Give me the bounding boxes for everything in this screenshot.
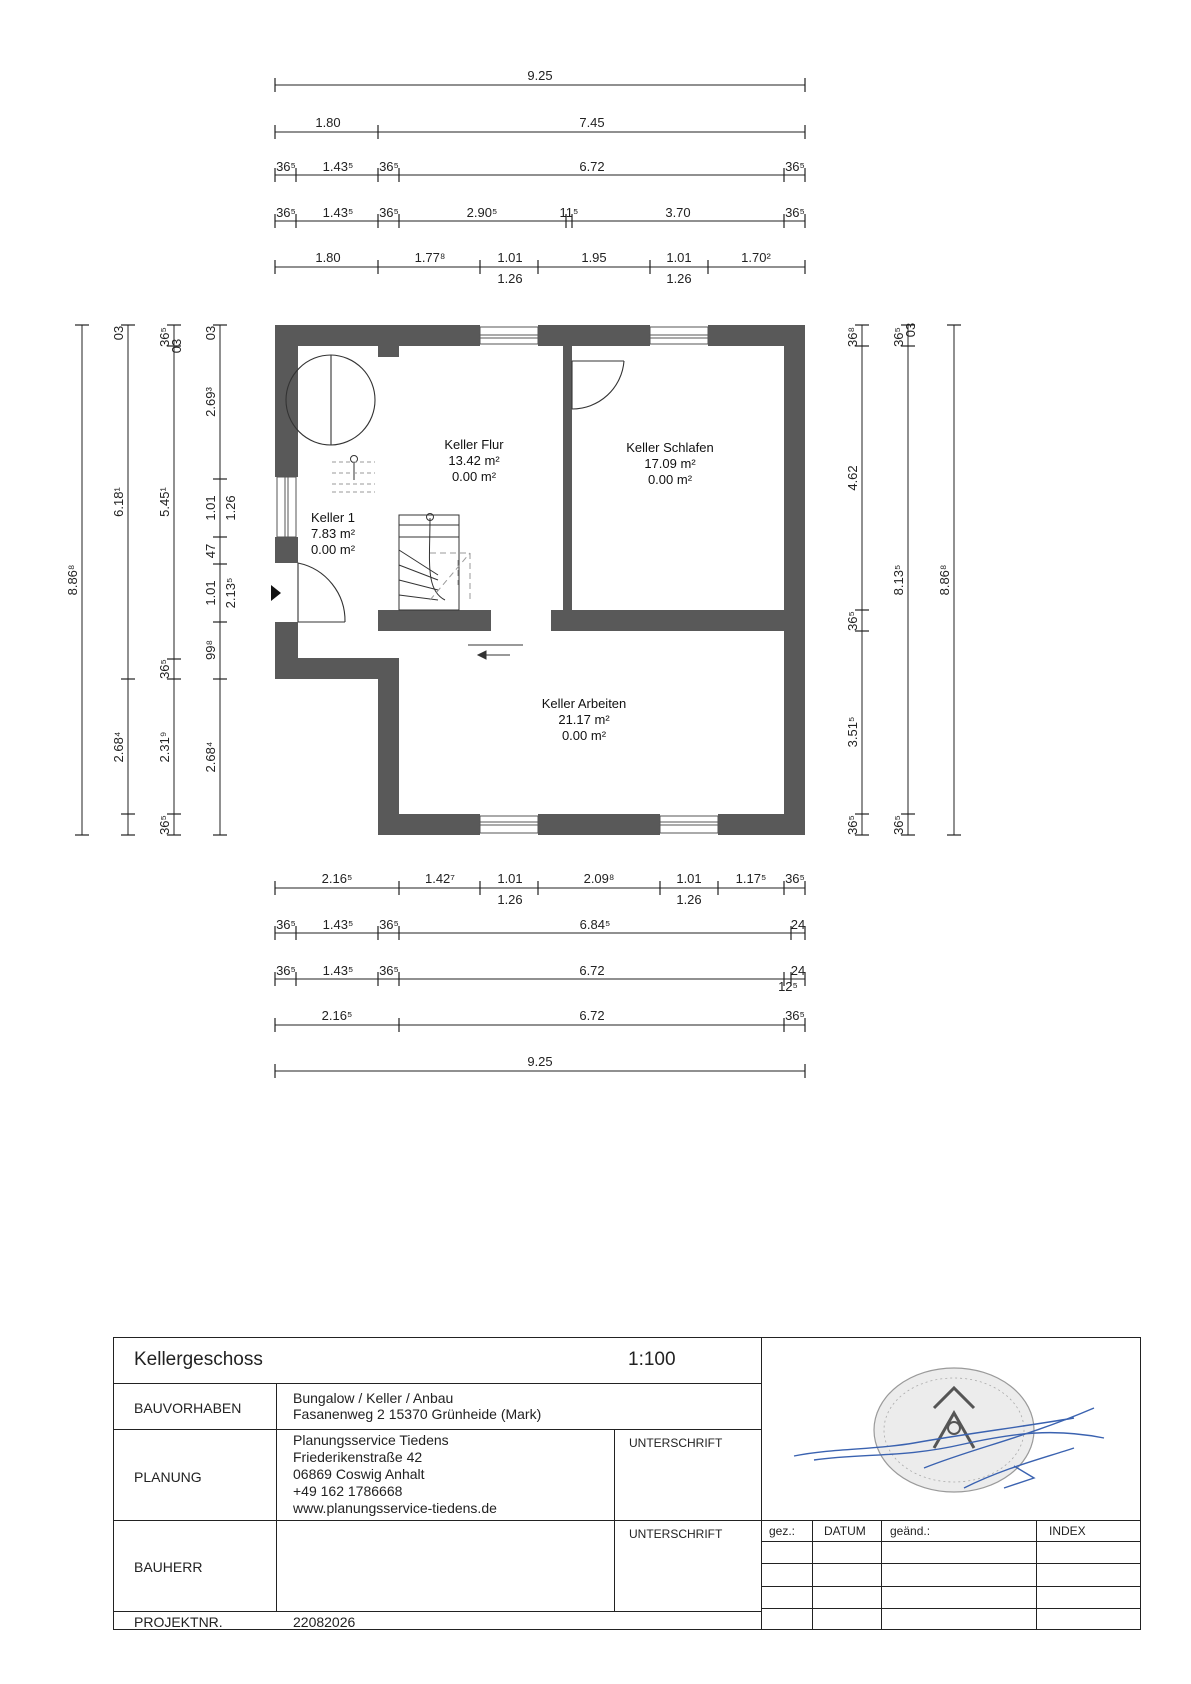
dim-label: 4.62	[845, 465, 860, 491]
dim-label: 1.42⁷	[424, 871, 456, 886]
dim-label: 8.86⁸	[937, 564, 952, 596]
dim-label: 36⁵	[379, 963, 399, 978]
dim-label: 36⁵	[891, 815, 906, 835]
dim-label: 2.90⁵	[466, 205, 498, 220]
room-extra-area: 0.00 m²	[647, 472, 693, 487]
dim-label: 03	[169, 338, 184, 354]
dim-label: 36⁵	[785, 1008, 805, 1023]
interior-walls	[378, 346, 784, 668]
dim-label: 36⁵	[785, 871, 805, 886]
masonic-seal-stamp-icon	[774, 1348, 1134, 1513]
dim-label: 1.70²	[741, 250, 771, 265]
dim-label: 36⁵	[379, 205, 399, 220]
dim-label: 36⁵	[845, 815, 860, 835]
doors	[286, 355, 624, 622]
dim-label: 36⁵	[276, 963, 296, 978]
dim-label: 1.95	[581, 250, 607, 265]
dim-label: 36⁸	[845, 327, 860, 347]
dim-label: 1.43⁵	[322, 159, 354, 174]
rev-header: INDEX	[1049, 1524, 1086, 1538]
dim-label: 3.51⁵	[845, 716, 860, 748]
drawing-scale: 1:100	[628, 1349, 676, 1370]
windows	[277, 327, 718, 833]
dim-label: 6.72	[579, 1008, 605, 1023]
dim-label: 1.26	[497, 892, 523, 907]
room-name: Keller Schlafen	[626, 440, 714, 455]
planung-line: +49 162 1786668	[293, 1483, 403, 1499]
dim-label: 36⁵	[891, 327, 906, 347]
room-extra-area: 0.00 m²	[310, 542, 356, 557]
dim-label: 6.72	[579, 159, 605, 174]
unterschrift-label: UNTERSCHRIFT	[629, 1527, 723, 1541]
dim-label: 36⁵	[845, 611, 860, 631]
room-area: 7.83 m²	[310, 526, 356, 541]
dim-label: 1.01	[203, 580, 218, 606]
bottom-dimension-labels	[276, 871, 805, 1069]
dim-label: 9.25	[527, 68, 553, 83]
unterschrift-label: UNTERSCHRIFT	[629, 1436, 723, 1450]
planung-line: 06869 Coswig Anhalt	[293, 1466, 425, 1482]
bauherr-label: BAUHERR	[134, 1559, 203, 1575]
bauvorhaben-line: Fasanenweg 2 15370 Grünheide (Mark)	[293, 1406, 542, 1422]
dim-label: 1.77⁸	[414, 250, 446, 265]
dim-label: 1.01	[497, 871, 523, 886]
room-name: Keller 1	[310, 510, 356, 525]
dim-label: 2.13⁵	[223, 577, 238, 609]
dim-label: 47	[203, 543, 218, 559]
bauvorhaben-line: Bungalow / Keller / Anbau	[293, 1390, 454, 1406]
top-dimension-labels	[276, 68, 805, 286]
bauvorhaben-label: BAUVORHABEN	[134, 1400, 242, 1416]
dim-label: 5.45¹	[157, 487, 172, 517]
dim-label: 8.86⁸	[65, 564, 80, 596]
title-block	[113, 1337, 1141, 1630]
room-area: 21.17 m²	[558, 712, 610, 727]
dim-label: 1.26	[223, 495, 238, 521]
exterior-walls	[275, 325, 805, 835]
dim-label: 1.01	[676, 871, 702, 886]
bottom-dimension-chain	[275, 881, 805, 1078]
dim-label: 03	[111, 325, 126, 341]
left-dimension-labels	[65, 326, 238, 835]
dim-label: 1.26	[676, 892, 702, 907]
dim-label: 1.80	[315, 250, 341, 265]
room-name: Keller Flur	[444, 437, 504, 452]
dim-label: 1.43⁵	[322, 205, 354, 220]
dim-label: 12⁵	[778, 979, 798, 994]
dim-label: 2.09⁸	[583, 871, 615, 886]
dim-label: 2.69³	[203, 387, 218, 417]
right-dimension-labels	[845, 323, 952, 835]
window	[277, 477, 296, 537]
dim-label: 99⁸	[203, 640, 218, 660]
dim-label: 36⁵	[379, 917, 399, 932]
rev-header: gez.:	[769, 1524, 796, 1538]
dim-label: 8.13⁵	[891, 564, 906, 596]
dim-label: 2.16⁵	[321, 1008, 353, 1023]
room-extra-area: 0.00 m²	[561, 728, 607, 743]
dim-label: 1.01	[497, 250, 523, 265]
dim-label: 1.01	[203, 495, 218, 521]
dim-label: 24	[790, 917, 806, 932]
planung-line: Friederikenstraße 42	[293, 1449, 423, 1465]
dim-label: 36⁵	[276, 917, 296, 932]
dim-label: 11⁵	[559, 205, 579, 220]
dim-label: 1.43⁵	[322, 917, 354, 932]
room-extra-area: 0.00 m²	[451, 469, 497, 484]
room-name: Keller Arbeiten	[541, 696, 627, 711]
dim-label: 1.26	[497, 271, 523, 286]
dim-label: 36⁵	[785, 159, 805, 174]
dim-label: 1.01	[666, 250, 692, 265]
dim-label: 2.68⁴	[203, 741, 218, 773]
dim-label: 2.16⁵	[321, 871, 353, 886]
dim-label: 36⁵	[785, 205, 805, 220]
rev-header: DATUM	[824, 1524, 866, 1538]
dim-label: 6.84⁵	[579, 917, 611, 932]
dim-label: 6.18¹	[111, 487, 126, 517]
dim-label: 1.43⁵	[322, 963, 354, 978]
dim-label: 2.68⁴	[111, 731, 126, 763]
room-area: 17.09 m²	[644, 456, 696, 471]
dim-label: 36⁵	[276, 159, 296, 174]
dim-label: 1.80	[315, 115, 341, 130]
dim-label: 36⁵	[276, 205, 296, 220]
planung-line: Planungsservice Tiedens	[293, 1432, 449, 1448]
dim-label: 2.31⁹	[157, 731, 172, 763]
planung-line: www.planungsservice-tiedens.de	[293, 1500, 497, 1516]
dim-label: 03	[903, 322, 918, 338]
projektnr-label: PROJEKTNR.	[134, 1614, 223, 1630]
dim-label: 36⁵	[157, 815, 172, 835]
projektnr-value: 22082026	[293, 1614, 356, 1630]
dim-label: 9.25	[527, 1054, 553, 1069]
drawing-title: Kellergeschoss	[134, 1349, 263, 1370]
dim-label: 3.70	[665, 205, 691, 220]
entry-arrow-icon	[271, 585, 281, 601]
dim-label: 03	[203, 325, 218, 341]
dim-label: 36⁵	[157, 327, 172, 347]
rev-header: geänd.:	[890, 1524, 931, 1538]
room-area: 13.42 m²	[448, 453, 500, 468]
room-labels	[311, 437, 714, 743]
planung-label: PLANUNG	[134, 1469, 202, 1485]
dim-label: 6.72	[579, 963, 605, 978]
top-dimension-chain	[275, 78, 805, 274]
dim-label: 36⁵	[379, 159, 399, 174]
dim-label: 1.26	[666, 271, 692, 286]
dim-label: 7.45	[579, 115, 605, 130]
dim-label: 36⁵	[157, 659, 172, 679]
dim-label: 1.17⁵	[735, 871, 767, 886]
dim-label: 24	[790, 963, 806, 978]
